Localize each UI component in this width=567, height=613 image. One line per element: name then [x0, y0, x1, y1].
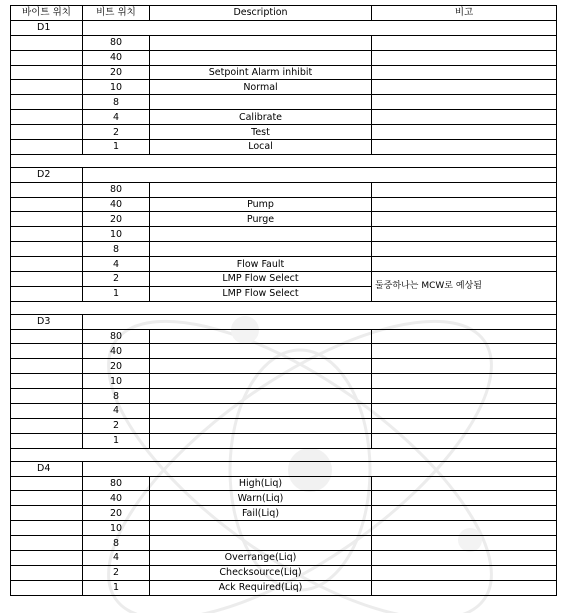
bit-row: [11, 491, 557, 506]
bit-value: 40: [83, 491, 150, 506]
byte-cell-empty: [11, 329, 83, 344]
remark-cell: [372, 344, 557, 359]
bit-description: High(Liq): [150, 476, 372, 491]
bit-row: [11, 521, 557, 536]
bit-row: [11, 374, 557, 389]
remark-cell: [372, 140, 557, 155]
bit-row: [11, 580, 557, 595]
byte-label: D4: [11, 461, 83, 476]
spacer-row: [11, 448, 557, 461]
bit-description: [150, 418, 372, 433]
bit-value: 80: [83, 35, 150, 50]
bit-row: [11, 95, 557, 110]
byte-cell-empty: [11, 521, 83, 536]
byte-cell-empty: [11, 125, 83, 140]
bit-value: 8: [83, 242, 150, 257]
bit-description: [150, 521, 372, 536]
byte-cell-empty: [11, 272, 83, 287]
remark-cell: [372, 95, 557, 110]
bit-row: [11, 476, 557, 491]
bit-row: [11, 197, 557, 212]
remark-cell: [372, 125, 557, 140]
bit-value: 4: [83, 550, 150, 565]
bit-row: [11, 418, 557, 433]
remark-cell: [372, 359, 557, 374]
byte-cell-empty: [11, 550, 83, 565]
bit-value: 2: [83, 125, 150, 140]
bit-description: [150, 344, 372, 359]
bit-definition-table: [10, 5, 557, 596]
byte-row-blank: [83, 314, 557, 329]
bit-description: Test: [150, 125, 372, 140]
bit-value: 2: [83, 418, 150, 433]
byte-cell-empty: [11, 433, 83, 448]
byte-label: D3: [11, 314, 83, 329]
remark-cell: [372, 35, 557, 50]
spacer-row: [11, 301, 557, 314]
bit-row: [11, 359, 557, 374]
byte-cell-empty: [11, 506, 83, 521]
bit-value: 1: [83, 580, 150, 595]
bit-description: Warn(Liq): [150, 491, 372, 506]
byte-cell-empty: [11, 257, 83, 272]
bit-description: [150, 536, 372, 551]
bit-value: 80: [83, 329, 150, 344]
bit-value: 8: [83, 389, 150, 404]
spacer-cell: [11, 448, 557, 461]
byte-cell-empty: [11, 374, 83, 389]
bit-description: Setpoint Alarm inhibit: [150, 65, 372, 80]
remark-note: 둘중하나는 MCW로 예상됨: [372, 272, 557, 302]
bit-value: 10: [83, 521, 150, 536]
bit-value: 20: [83, 359, 150, 374]
header-byte-position: 바이트 위치: [11, 6, 83, 21]
remark-cell: [372, 374, 557, 389]
remark-cell: [372, 182, 557, 197]
bit-description: [150, 329, 372, 344]
byte-row-blank: [83, 167, 557, 182]
bit-row: [11, 536, 557, 551]
byte-cell-empty: [11, 565, 83, 580]
byte-label: D2: [11, 167, 83, 182]
byte-cell-empty: [11, 389, 83, 404]
remark-cell: [372, 433, 557, 448]
bit-description: [150, 389, 372, 404]
bit-value: 10: [83, 227, 150, 242]
bit-description: Overrange(Liq): [150, 550, 372, 565]
remark-cell: [372, 506, 557, 521]
bit-value: 80: [83, 182, 150, 197]
header-remarks: 비고: [372, 6, 557, 21]
header-description: Description: [150, 6, 372, 21]
byte-cell-empty: [11, 95, 83, 110]
bit-row: [11, 110, 557, 125]
bit-value: 4: [83, 110, 150, 125]
remark-cell: [372, 476, 557, 491]
byte-cell-empty: [11, 197, 83, 212]
bit-row: [11, 242, 557, 257]
bit-description: Checksource(Liq): [150, 565, 372, 580]
bit-row: [11, 50, 557, 65]
remark-cell: [372, 197, 557, 212]
bit-value: 8: [83, 536, 150, 551]
remark-cell: [372, 521, 557, 536]
bit-row: [11, 550, 557, 565]
bit-row: [11, 80, 557, 95]
bit-row: [11, 140, 557, 155]
byte-row: [11, 461, 557, 476]
bit-value: 40: [83, 50, 150, 65]
byte-cell-empty: [11, 476, 83, 491]
header-bit-position: 비트 위치: [83, 6, 150, 21]
remark-cell: [372, 257, 557, 272]
bit-value: 20: [83, 65, 150, 80]
bit-description: [150, 433, 372, 448]
byte-label: D1: [11, 20, 83, 35]
remark-cell: [372, 565, 557, 580]
remark-cell: [372, 550, 557, 565]
byte-cell-empty: [11, 140, 83, 155]
bit-value: 2: [83, 272, 150, 287]
byte-cell-empty: [11, 35, 83, 50]
bit-row: [11, 227, 557, 242]
remark-cell: [372, 242, 557, 257]
byte-row: [11, 167, 557, 182]
byte-cell-empty: [11, 580, 83, 595]
remark-cell: [372, 418, 557, 433]
bit-row: [11, 125, 557, 140]
remark-cell: [372, 65, 557, 80]
bit-row: [11, 433, 557, 448]
bit-description: [150, 374, 372, 389]
bit-value: 1: [83, 433, 150, 448]
spacer-cell: [11, 154, 557, 167]
bit-value: 8: [83, 95, 150, 110]
byte-cell-empty: [11, 212, 83, 227]
byte-cell-empty: [11, 404, 83, 419]
byte-cell-empty: [11, 344, 83, 359]
bit-description: LMP Flow Select: [150, 272, 372, 287]
remark-cell: [372, 580, 557, 595]
byte-cell-empty: [11, 50, 83, 65]
bit-description: [150, 182, 372, 197]
bit-description: [150, 242, 372, 257]
bit-description: Ack Required(Liq): [150, 580, 372, 595]
spacer-cell: [11, 301, 557, 314]
byte-cell-empty: [11, 491, 83, 506]
bit-description: [150, 404, 372, 419]
bit-description: Purge: [150, 212, 372, 227]
bit-value: 40: [83, 344, 150, 359]
bit-row: [11, 389, 557, 404]
bit-description: Flow Fault: [150, 257, 372, 272]
bit-value: 1: [83, 140, 150, 155]
byte-cell-empty: [11, 65, 83, 80]
remark-cell: [372, 404, 557, 419]
remark-cell: [372, 110, 557, 125]
byte-cell-empty: [11, 80, 83, 95]
bit-value: 4: [83, 404, 150, 419]
remark-cell: [372, 389, 557, 404]
bit-value: 40: [83, 197, 150, 212]
bit-row: [11, 182, 557, 197]
byte-cell-empty: [11, 536, 83, 551]
remark-cell: [372, 329, 557, 344]
bit-row: [11, 404, 557, 419]
bit-value: 2: [83, 565, 150, 580]
byte-cell-empty: [11, 182, 83, 197]
bit-value: 20: [83, 506, 150, 521]
bit-description: LMP Flow Select: [150, 286, 372, 301]
bit-row: [11, 506, 557, 521]
bit-value: 20: [83, 212, 150, 227]
bit-description: [150, 35, 372, 50]
bit-row: [11, 344, 557, 359]
remark-cell: [372, 227, 557, 242]
byte-row-blank: [83, 20, 557, 35]
bit-value: 10: [83, 374, 150, 389]
bit-description: [150, 50, 372, 65]
remark-cell: [372, 491, 557, 506]
remark-cell: [372, 50, 557, 65]
bit-description: Fail(Liq): [150, 506, 372, 521]
bit-description: Pump: [150, 197, 372, 212]
bit-description: Normal: [150, 80, 372, 95]
byte-cell-empty: [11, 242, 83, 257]
byte-cell-empty: [11, 418, 83, 433]
bit-description: [150, 227, 372, 242]
bit-row: [11, 212, 557, 227]
bit-row: [11, 272, 557, 287]
byte-cell-empty: [11, 110, 83, 125]
bit-description: [150, 95, 372, 110]
bit-value: 10: [83, 80, 150, 95]
bit-description: [150, 359, 372, 374]
byte-row: [11, 314, 557, 329]
spacer-row: [11, 154, 557, 167]
byte-row: [11, 20, 557, 35]
bit-row: [11, 65, 557, 80]
remark-cell: [372, 80, 557, 95]
bit-row: [11, 35, 557, 50]
bit-row: [11, 329, 557, 344]
bit-row: [11, 257, 557, 272]
byte-cell-empty: [11, 227, 83, 242]
byte-cell-empty: [11, 359, 83, 374]
byte-cell-empty: [11, 286, 83, 301]
bit-value: 1: [83, 286, 150, 301]
remark-cell: [372, 212, 557, 227]
bit-row: [11, 565, 557, 580]
bit-description: Local: [150, 140, 372, 155]
bit-value: 80: [83, 476, 150, 491]
bit-description: Calibrate: [150, 110, 372, 125]
byte-row-blank: [83, 461, 557, 476]
header-row: [11, 6, 557, 21]
bit-value: 4: [83, 257, 150, 272]
remark-cell: [372, 536, 557, 551]
